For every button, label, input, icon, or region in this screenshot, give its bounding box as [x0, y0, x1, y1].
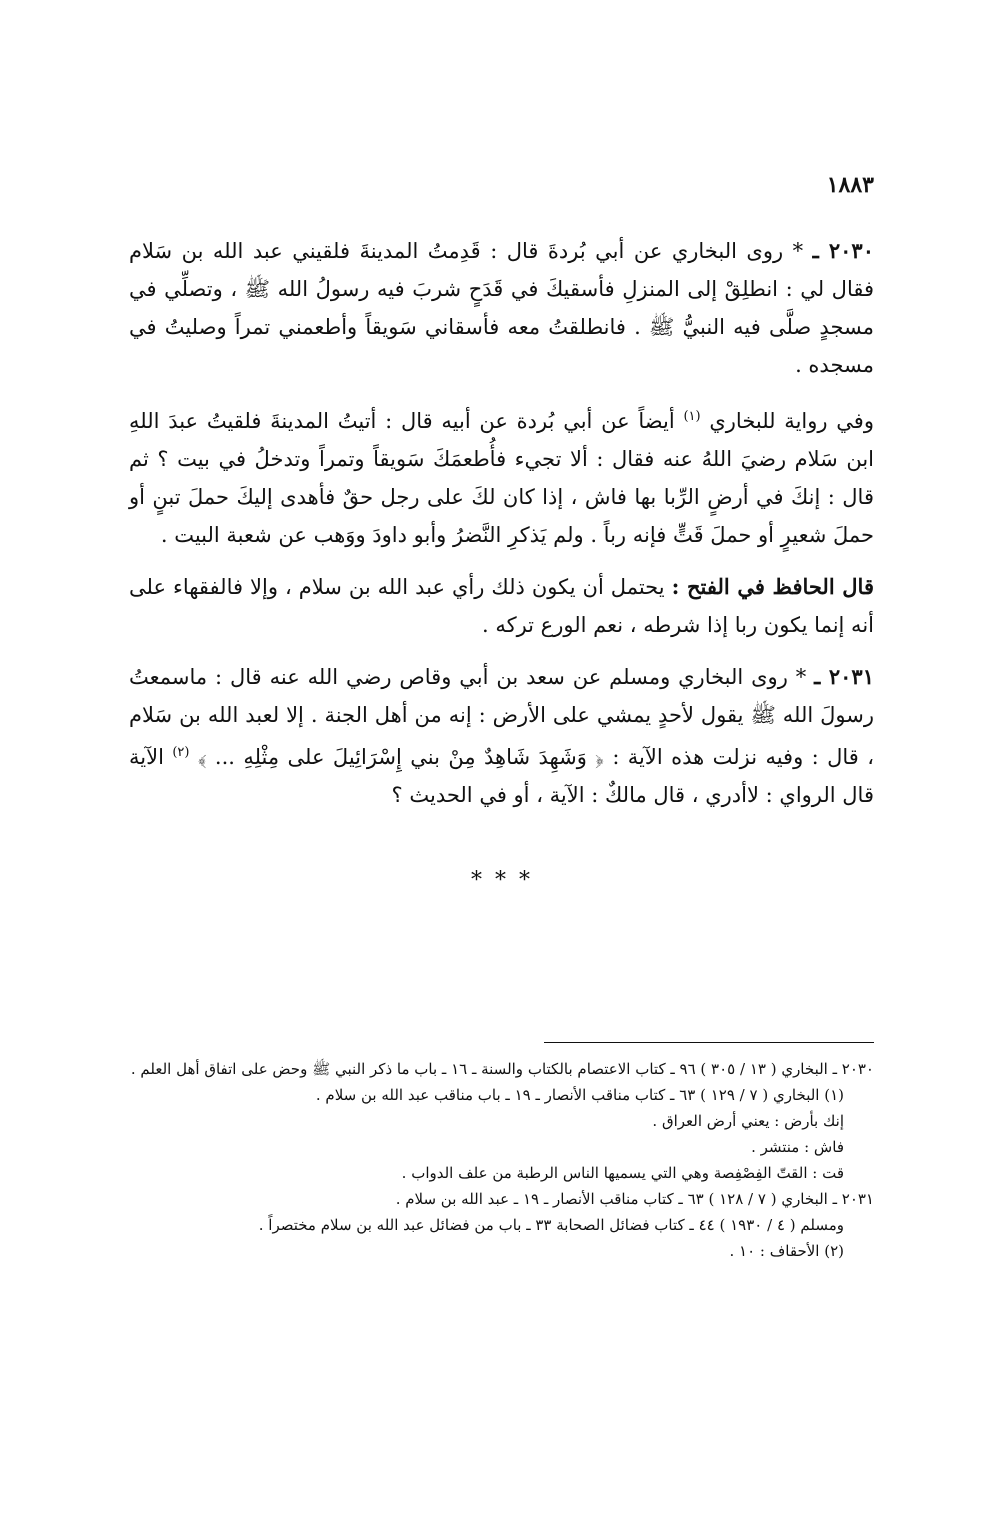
- footnote-2030: ٢٠٣٠ ـ البخاري ( ١٣ / ٣٠٥ ) ٩٦ ـ كتاب الاعتصام بالكتاب والسنة ـ ١٦ ـ باب ما ذكر النبي ﷺ وحض على اتفاق أهل العلم .: [130, 1060, 874, 1078]
- hadith-text-a: * روى البخاري ومسلم عن سعد بن أبي وقاص رضي الله عنه قال : ماسمعتُ رسولَ الله ﷺ يقول لأحدٍ يمشي على الأرض : إنه من أهل الجنة . إلا لعبد الله بن سَلام ، قال : وفيه نزلت هذه الآية : ﴿ وَشَهِدَ شَاهِدٌ مِنْ بني إِسْرَائِيلَ على مِثْلِهِ ... ﴾: [129, 665, 874, 769]
- commentary-fath: [129, 568, 874, 644]
- footnote-2031: ٢٠٣١ ـ البخاري ( ٧ / ١٢٨ ) ٦٣ ـ كتاب مناقب الأنصار ـ ١٩ ـ عبد الله بن سلام .: [395, 1190, 874, 1208]
- page-number: ١٨٨٣: [826, 172, 874, 198]
- hadith-number: ٢٠٣١ ـ: [814, 664, 874, 689]
- narration-text-b: أيضاً عن أبي بُردة عن أبيه قال : أتيتُ المدينةَ فلقيتُ عبدَ اللهِ ابن سَلام رضيَ اللهُ عنه فقال : ألا تجيء فأُطعمَكَ سَويقاً وتمراً وتدخلُ في بيت ؟ ثم قال : إنكَ في أرضٍ الرِّبا بها فاش ، إذا كان لكَ على رجل حقٌ فأهدى إليكَ حملَ تبنٍ أو حملَ شعيرٍ أو حملَ قَتٍّ فإنه رباً . ولم يَذكرِ النَّضرُ وأبو داودَ ووَهب عن شعبة البيت .: [129, 409, 874, 547]
- footnote-gloss-ard: إنك بأرض : يعني أرض العراق .: [652, 1112, 844, 1130]
- commentary-text: يحتمل أن يكون ذلك رأي عبد الله بن سلام ، وإلا فالفقهاء على أنه إنما يكون ربا إذا شرطه ، نعم الورع تركه .: [129, 575, 874, 637]
- narration-text-a: وفي رواية للبخاري: [709, 409, 874, 433]
- footnote-2: (٢) الأحقاف : ١٠ .: [729, 1242, 844, 1260]
- narration-bukhari: [129, 398, 874, 554]
- footnote-1: (١) البخاري ( ٧ / ١٢٩ ) ٦٣ ـ كتاب مناقب الأنصار ـ ١٩ ـ باب مناقب عبد الله بن سلام .: [315, 1086, 844, 1104]
- section-separator: * * *: [471, 868, 533, 893]
- footnote-divider: [544, 1042, 874, 1043]
- hadith-text-b: الآية قال الرواي : لاأدري ، قال مالكٌ : الآية ، أو في الحديث ؟: [129, 745, 874, 807]
- hadith-2031: [129, 658, 874, 814]
- hadith-2030: [129, 232, 874, 384]
- footnote-gloss-qat: قت : القتّ الفِصْفِصة وهي التي يسميها الناس الرطبة من علف الدواب .: [401, 1164, 844, 1182]
- hadith-text: * روى البخاري عن أبي بُردةَ قال : قَدِمتُ المدينةَ فلقيني عبد الله بن سَلام فقال لي : انطلِقْ إلى المنزلِ فأسقيكَ في قَدَحٍ شربَ فيه رسولُ الله ﷺ ، وتصلِّي في مسجدٍ صلَّى فيه النبيُّ ﷺ . فانطلقتُ معه فأسقاني سَويقاً وأطعمني تمراً وصليتُ في مسجده .: [129, 239, 874, 377]
- footnote-marker: (٢): [172, 745, 190, 760]
- footnote-marker: (١): [683, 409, 701, 424]
- main-text: [129, 232, 874, 828]
- commentary-lead: قال الحافظ في الفتح :: [671, 574, 874, 599]
- footnote-muslim: ومسلم ( ٤ / ١٩٣٠ ) ٤٤ ـ كتاب فضائل الصحابة ٣٣ ـ باب من فضائل عبد الله بن سلام مختصراً .: [258, 1216, 844, 1234]
- footnote-gloss-fash: فاش : منتشر .: [751, 1138, 844, 1156]
- hadith-number: ٢٠٣٠ ـ: [812, 238, 874, 263]
- footnotes: [129, 1056, 874, 1264]
